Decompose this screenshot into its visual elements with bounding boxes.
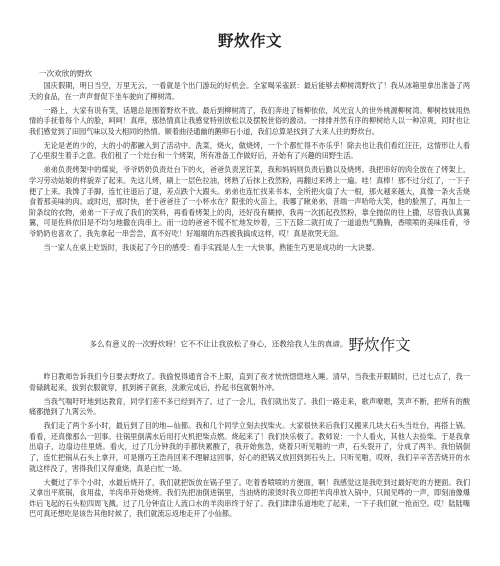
document-subtitle: 一次欢欣的野炊 [39,69,93,78]
paragraph: 一路上，大家有说有笑，话题总是围着野炊不放。最后到柳树湾了，我们奔进了杨柳依依，风光宜人的世外桃源柳树湾。柳树枝妹用热情的手抚着每个人的脸，呵呵！真痒，那热情真让我感觉特别放松以及摆脱世俗的激动。一排排并然有序的柳树给人以一种凉爽，同时也让我们感觉到了田园气味以及大相同的热情。顺着曲径通幽的鹅卵石小道，我们总算是找到了大来人往的野炊台。 [29,105,470,136]
paragraph: 大概过了半个小时，水最后烧开了，我们就把饭放在锅子里了。吃着香喷喷的方便面，啊！我感觉这是我吃到过最好吃的方便面。我们又拿出平底锅，食用盐，羊肉串开始烧烤。我们先把油倒进锅里，当油烧的滚烫时我立即把羊肉串放入锅中，只闻见哗的一声，即刻油像爆炸后飞起的石头粒四周飞溅。过了几分钟直让人流口水的羊肉串终于好了。我们津津乐道地吃了起来，一下子我们就一抢而空。哎！陆陆嘴巴可真还想吃是该告其他时候了，我们就流忘返地走开了小仙都。 [29,477,470,519]
paragraph: 我们走了两个多小时，最后到了目的地—仙都。我和几个同学立刻去找柴火。大家很快来后我们又搬来几块大石头当灶台，再搭上锅。看看，还真像那么一回事。往锅里倒满水后用打火机把柴点燃。烧起来了！我们快乐极了。教师说：一个人看火，其他人去捡柴。于是我拿出扇子，边扇边往里烧。看火，过了几分钟我的手都快累酸了，我开始焦急，烧着只听见啪的一声，石头裂开了，分成了两半。我怕锅倒了，连忙把锅从石头上拿开，可是刚巧王浩肖回来不理解这回事，好心的把锅又放回到到石头上。只听见啪，哎呀，我们辛辛苦苦烧开的水就这样没了，害得我们又得重烧，真是白忙一场。 [29,421,470,473]
paragraph: 当一家人在桌上吃饭时，我谈起了今日的感受：看手实践是人生一大快事，熟能生巧更是成功的一大诀要。 [43,242,380,252]
paragraph: 当我气喘吁吁地到达教育，同学们差不多已经到齐了。过了一会儿，我们就出发了。我们一路走来，歌声嘹嗯，笑声不断，把所有的酸痛都抛到了九霄云外。 [29,396,470,417]
essay-body-second [29,372,470,523]
paragraph: 弟弟负责烤架中的煤炭，爷爷奶奶负责灶台下的火，爸爸负责烹饪菜，我和妈妈则负责后勤以及烧烤。我把串好的肉全放在了烤架上，学习劳动姑娘的样貌弄了起来。先这儿烤，刷上一层色拉油，烤熟了后抹上孜然粉，再翻过来烤上一遍。哇！真棒！那不过分红了，一下子便了上来。我馋了手脚，连忙往退后了退，差点跌个大跟头。弟弟也连忙找来书本，全所把火扇了大一根，那火越来越大，真像一条火舌烧食着那美味的肉。或时迟，那时快，老于爸爸往了一小杯水在？限张的火苗上，我哪了瞅弟弟，昔端一声哈哈大笑，他的脸黑了，再加上一阶条纹的衣物，弟弟一下子成了我们的笑料，再看看烤架上的肉，还好没有糊掉，我再一次抓起孜然粉，靠全抛似的往上撒，尽管我认真翼翼，可是佐料依旧是不均匀地撒在肉串上。而一边的爸爸不慌不忙地发炒着，三下五除二就打成了一道道热气腾腾，香喷喷的美味佳肴，爷爷奶奶也喜欢了，我先拿起一串尝尝，真不好吃！好端端的东西被我搞成这样，哎！真是欲哭无泪。 [29,165,470,238]
second-essay-title: 野炊作文 [348,336,411,354]
essay-body-first [29,81,470,257]
paragraph: 无论是老的少的，大的小的都融入到了活动中。洗菜，烧火，做烧烤，一个个都忙得不亦乐乎！除去也让我们看红汪汪，这情形让人看了心里很生着手之意。我们租了一个灶台和一个烤架，所有准备工作做好后，开始有了兴趣的田野生活。 [29,140,470,161]
essay-transition-line [0,333,500,355]
document-title: 野炊作文 [217,31,282,50]
closing-sentence: 多么有意义的一次野炊呀！它不不让让我放松了身心，还教给我人生的真谛。 [89,339,348,349]
paragraph: 昨日教师告诉我们今日要去野炊了。我偷悦得通宵合不上眼，直到了夜才恍恍惚惚地入睡。清早，当我张开眼睛时，已过七点了，我一骨碌跳起来，拔到衣服就穿，抓到裤子就套，洗漱完成后，拎起书包就朝外冲。 [29,372,470,392]
paragraph: 国庆假期，明日当空，万里无云，一看就是个出门游玩的好机会。全家喝采雀跃：最后能够去柳树湾野炊了！我从冰箱里拿出准备了两天的食品，在一声声督促下坐车驶向了柳树湾。 [29,81,470,101]
